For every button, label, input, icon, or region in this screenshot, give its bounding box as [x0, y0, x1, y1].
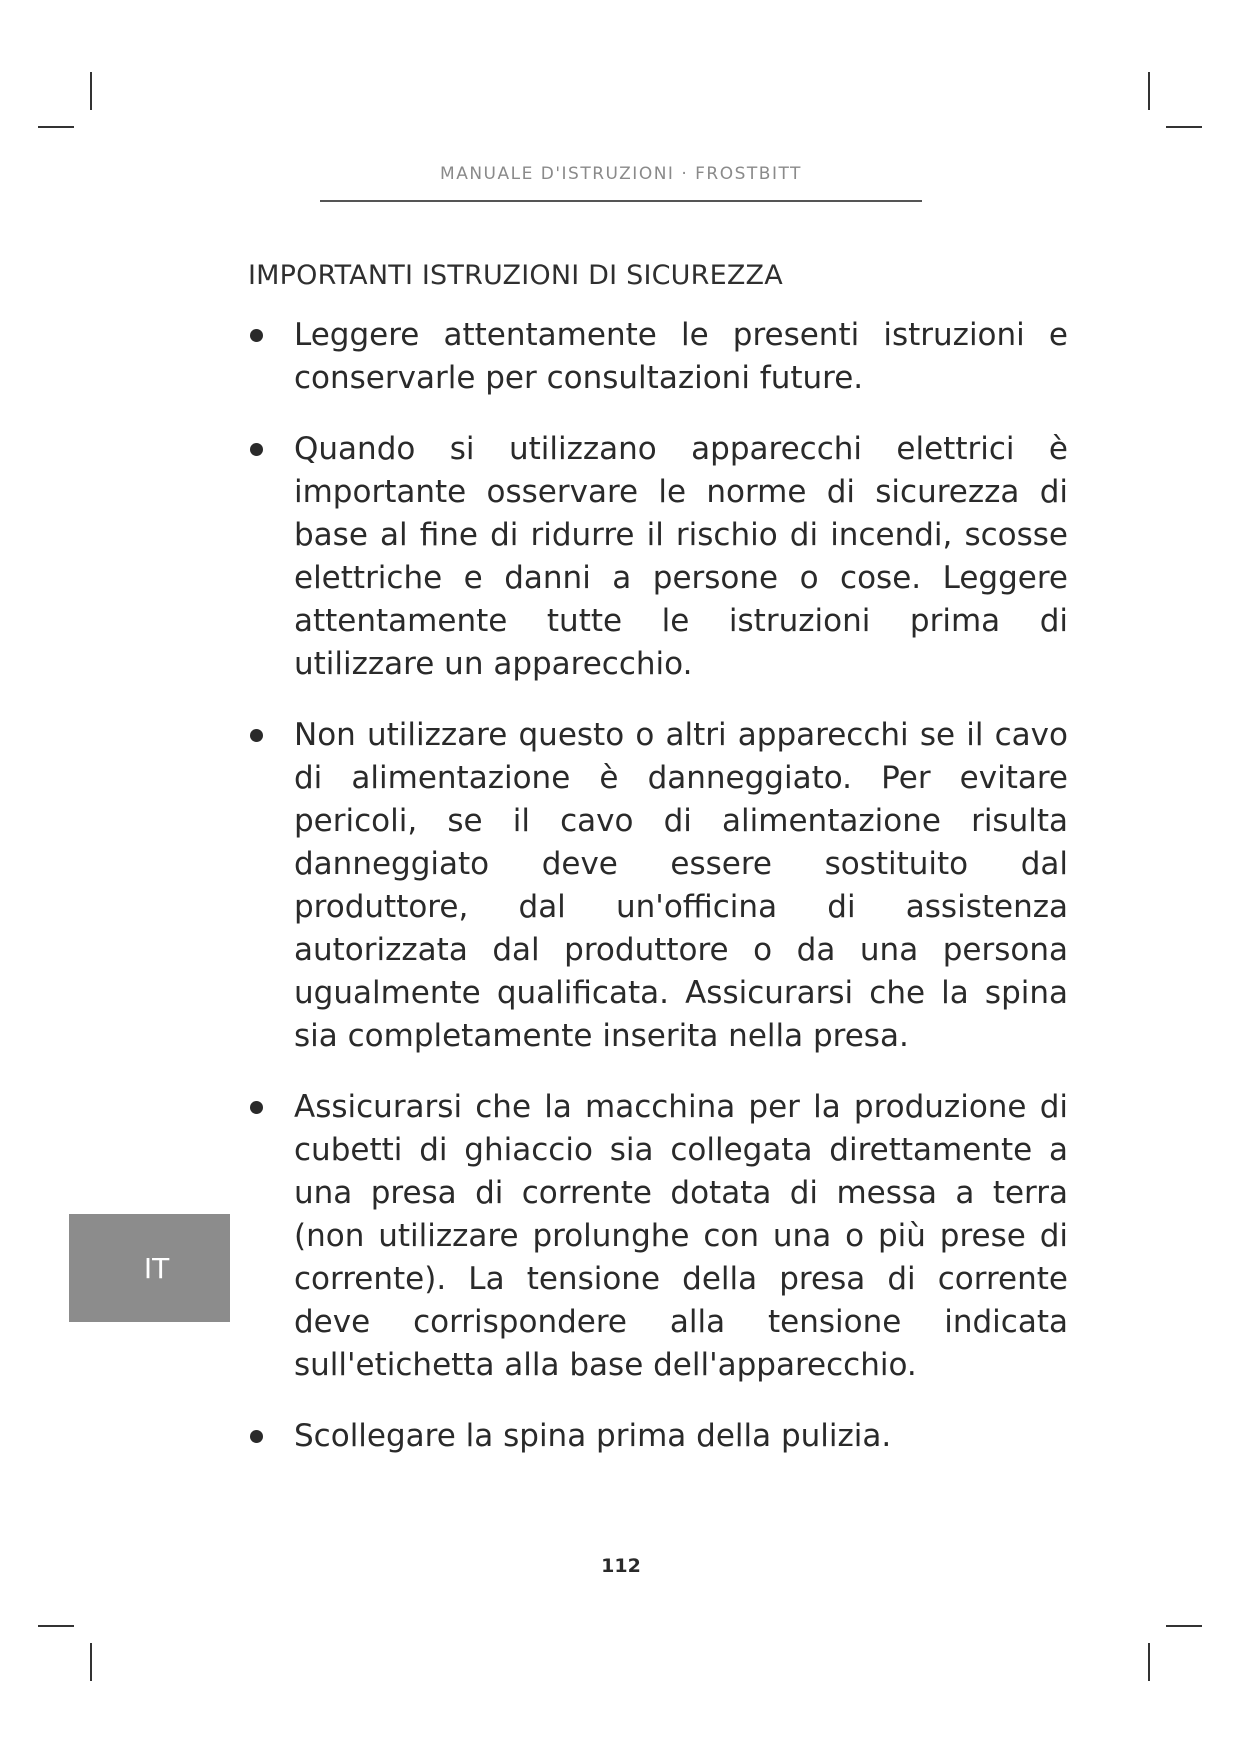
list-item-text: Leggere attentamente le presenti istruzioni e conservarle per consultazioni future. [294, 317, 1068, 396]
crop-mark-bottom-right-horizontal [1166, 1625, 1202, 1627]
list-item [248, 314, 1068, 400]
list-item [248, 714, 1068, 1058]
language-tab [69, 1214, 230, 1322]
crop-mark-top-left-horizontal [38, 126, 74, 128]
crop-mark-top-right-horizontal [1166, 126, 1202, 128]
page-number: 112 [601, 1555, 641, 1577]
section-title: IMPORTANTI ISTRUZIONI DI SICUREZZA [248, 260, 783, 291]
list-item-text: Scollegare la spina prima della pulizia. [294, 1418, 892, 1454]
bullet-icon [250, 329, 263, 342]
bullet-icon [250, 1101, 263, 1114]
crop-mark-bottom-right-vertical [1148, 1643, 1150, 1681]
list-item [248, 1086, 1068, 1387]
bullet-icon [250, 443, 263, 456]
safety-instructions-list [248, 314, 1068, 1486]
language-code: IT [143, 1251, 170, 1285]
crop-mark-top-left-vertical [90, 72, 92, 110]
list-item [248, 428, 1068, 686]
list-item [248, 1415, 1068, 1458]
list-item-text: Assicurarsi che la macchina per la produzione di cubetti di ghiaccio sia collegata direttamente a una presa di corrente dotata di messa a terra (non utilizzare prolunghe con una o più prese di corrente). La tensione della presa di corrente deve corrispondere alla tensione indicata sull'etichetta alla base dell'apparecchio. [294, 1089, 1068, 1383]
list-item-text: Quando si utilizzano apparecchi elettrici è importante osservare le norme di sicurezza di base al fine di ridurre il rischio di incendi, scosse elettriche e danni a persone o cose. Leggere attentamente tutte le istruzioni prima di utilizzare un apparecchio. [294, 431, 1068, 682]
crop-mark-top-right-vertical [1148, 72, 1150, 110]
header-divider [320, 200, 922, 202]
list-item-text: Non utilizzare questo o altri apparecchi se il cavo di alimentazione è danneggiato. Per evitare pericoli, se il cavo di alimentazione risulta danneggiato deve essere sostituito dal produttore, dal un'officina di assistenza autorizzata dal produttore o da una persona ugualmente qualificata. Assicurarsi che la spina sia completamente inserita nella presa. [294, 717, 1068, 1054]
running-header: MANUALE D'ISTRUZIONI · FROSTBITT [440, 164, 802, 184]
bullet-icon [250, 1430, 263, 1443]
crop-mark-bottom-left-horizontal [38, 1625, 74, 1627]
crop-mark-bottom-left-vertical [90, 1643, 92, 1681]
bullet-icon [250, 729, 263, 742]
